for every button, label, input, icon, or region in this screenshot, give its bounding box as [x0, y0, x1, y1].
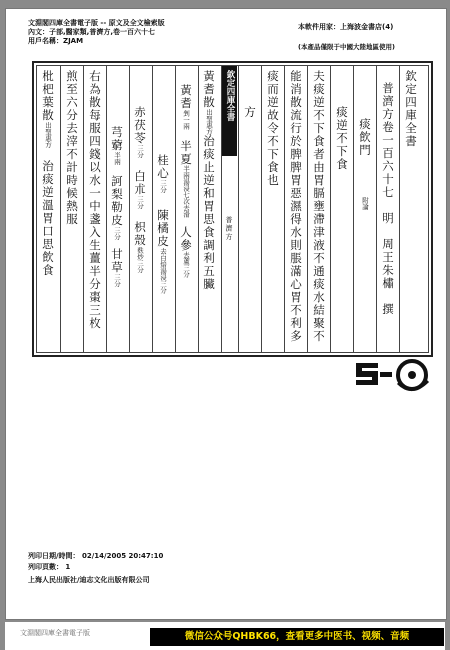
text-frame — [32, 61, 433, 357]
ingredients-line-1: 黃耆剉一兩半夏半兩湯浸七次去滑人參去蘆三分 — [179, 84, 193, 278]
volume-title: 普濟方卷一百六十七 明 周王朱橚 撰 — [381, 82, 395, 316]
section-heading-note: 附論 — [361, 197, 369, 210]
promo-banner: 微信公众号QHBK66，查看更多中医书、视频、音频 — [150, 628, 444, 646]
body-line-2: 能消散流行於脾脾胃惡濕得水則脹滿心胃不利多 — [289, 70, 303, 343]
header-title-line: 文淵閣四庫全書電子版 -- 原文及全文檢索版 — [28, 19, 165, 27]
header-user-line: 用戶名稱：ZJAM — [28, 37, 84, 45]
publisher-logo — [352, 355, 430, 393]
preparation-line-1: 右為散每服四錢以水一中盞入生薑半分棗三枚 — [88, 70, 102, 330]
header-left — [28, 19, 165, 46]
ingredients-line-4: 芎藭半兩訶梨勒皮三分甘草三分 — [110, 126, 124, 287]
formula-name: 黃耆散 — [202, 70, 216, 109]
body-line-3: 痰而逆故令不下食也 — [266, 70, 280, 187]
tab-label: 欽定四庫全書 — [225, 70, 235, 121]
next-page-header: 文淵閣四庫全書電子版 — [20, 629, 90, 637]
print-datetime: 列印日期/時間： 02/14/2005 20:47:10 — [28, 552, 164, 560]
formula-source: 出聖惠方 — [205, 109, 213, 135]
text-frame-inner — [36, 65, 429, 353]
book-title: 欽定四庫全書 — [404, 70, 418, 148]
subsection-heading: 痰逆不下食 — [335, 106, 349, 171]
preparation-line-2: 煎至六分去滓不計時候熱服 — [65, 70, 79, 226]
ingredients-line-3: 赤茯苓三分白朮三分枳殼麩炒三分 — [133, 106, 147, 273]
header-region-note: (本產品僅限于中國大陸地區使用) — [298, 43, 395, 51]
ingredients-line-2: 桂心三分陳橘皮去白焙湯浸三分 — [156, 154, 170, 294]
print-pages: 列印頁數： 1 — [28, 563, 71, 571]
body-line-1: 夫痰逆不下食者由胃膈壅滯津液不通痰水結聚不 — [312, 70, 326, 343]
header-licensee: 本軟件用家：上海波金書店(4) — [298, 23, 394, 31]
section-heading — [359, 118, 371, 210]
document-page — [5, 8, 447, 620]
section-heading-text: 痰飲門 — [358, 118, 372, 157]
publisher-line: 上海人民出版社/迪志文化出版有限公司 — [28, 576, 150, 584]
formula-line — [203, 70, 215, 291]
tab-sub-label: 普濟方 — [225, 216, 233, 242]
next-formula-line: 枇杷葉散出聖惠方治痰逆溫胃口思飲食 — [41, 70, 55, 277]
recipe-heading: 方 — [243, 106, 257, 119]
header-content-line: 內文：子部,醫家類,普濟方,卷一百六十七 — [28, 28, 155, 36]
formula-indication: 治痰止逆和胃思食調利五臟 — [202, 135, 216, 291]
